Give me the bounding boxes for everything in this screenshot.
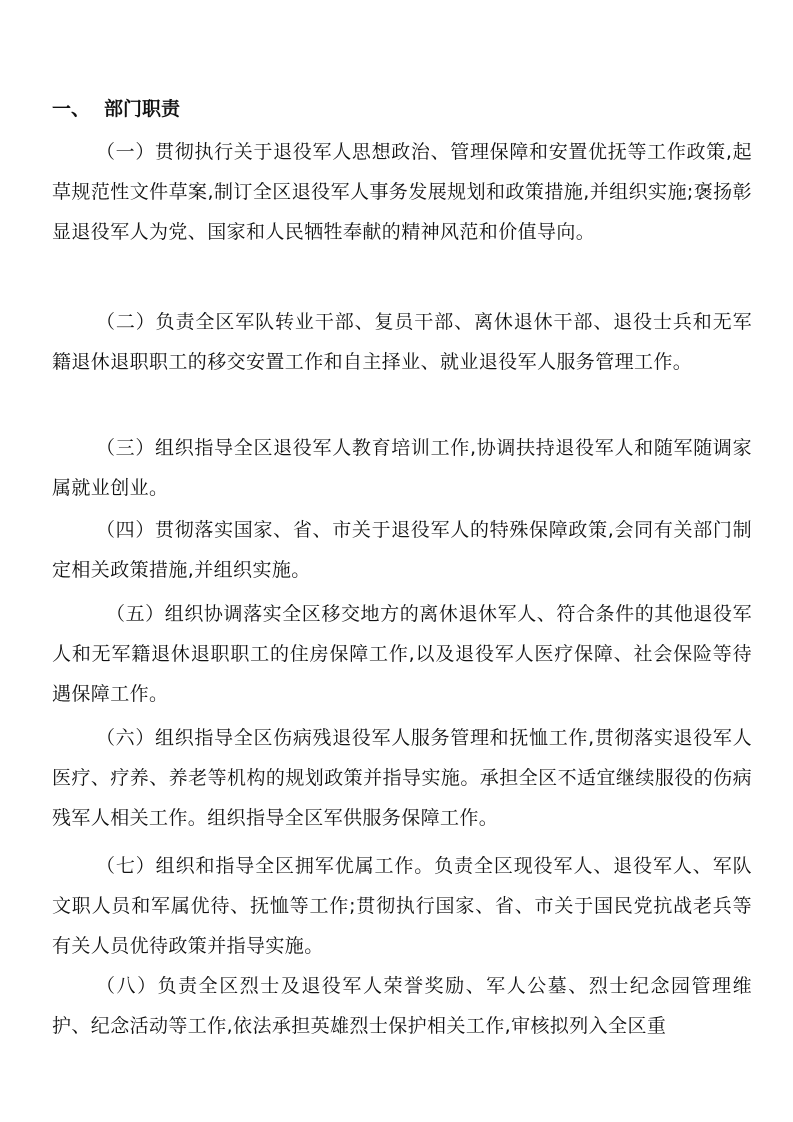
duty-paragraph-6: （六）组织指导全区伤病残退役军人服务管理和抚恤工作,贯彻落实退役军人医疗、疗养、养老等机构的规划政策并指导实施。承担全区不适宜继续服役的伤病残军人相关工作。组织指导全区军供服务保障工作。 <box>52 727 752 829</box>
duty-paragraph-1: （一）贯彻执行关于退役军人思想政治、管理保障和安置优抚等工作政策,起草规范性文件草案,制订全区退役军人事务发展规划和政策措施,并组织实施;褒扬彰显退役军人为党、国家和人民牺牲奉献的精神风范和价值导向。 <box>52 141 752 243</box>
duty-paragraph-3: （三）组织指导全区退役军人教育培训工作,协调扶持退役军人和随军随调家属就业创业。 <box>52 437 752 499</box>
duty-paragraph-7: （七）组织和指导全区拥军优属工作。负责全区现役军人、退役军人、军队文职人员和军属优待、抚恤等工作;贯彻执行国家、省、市关于国民党抗战老兵等有关人员优待政策并指导实施。 <box>52 855 752 957</box>
section-title: 部门职责 <box>104 98 181 120</box>
duty-paragraph-5: （五）组织协调落实全区移交地方的离休退休军人、符合条件的其他退役军人和无军籍退休退职职工的住房保障工作,以及退役军人医疗保障、社会保险等待遇保障工作。 <box>52 603 752 705</box>
section-heading <box>52 96 180 122</box>
duty-paragraph-8: （八）负责全区烈士及退役军人荣誉奖励、军人公墓、烈士纪念园管理维护、纪念活动等工作,依法承担英雄烈士保护相关工作,审核拟列入全区重 <box>52 975 752 1037</box>
duty-paragraph-4: （四）贯彻落实国家、省、市关于退役军人的特殊保障政策,会同有关部门制定相关政策措施,并组织实施。 <box>52 519 752 581</box>
section-number: 一、 <box>52 98 91 120</box>
duty-paragraph-2: （二）负责全区军队转业干部、复员干部、离休退休干部、退役士兵和无军籍退休退职职工的移交安置工作和自主择业、就业退役军人服务管理工作。 <box>52 311 752 373</box>
